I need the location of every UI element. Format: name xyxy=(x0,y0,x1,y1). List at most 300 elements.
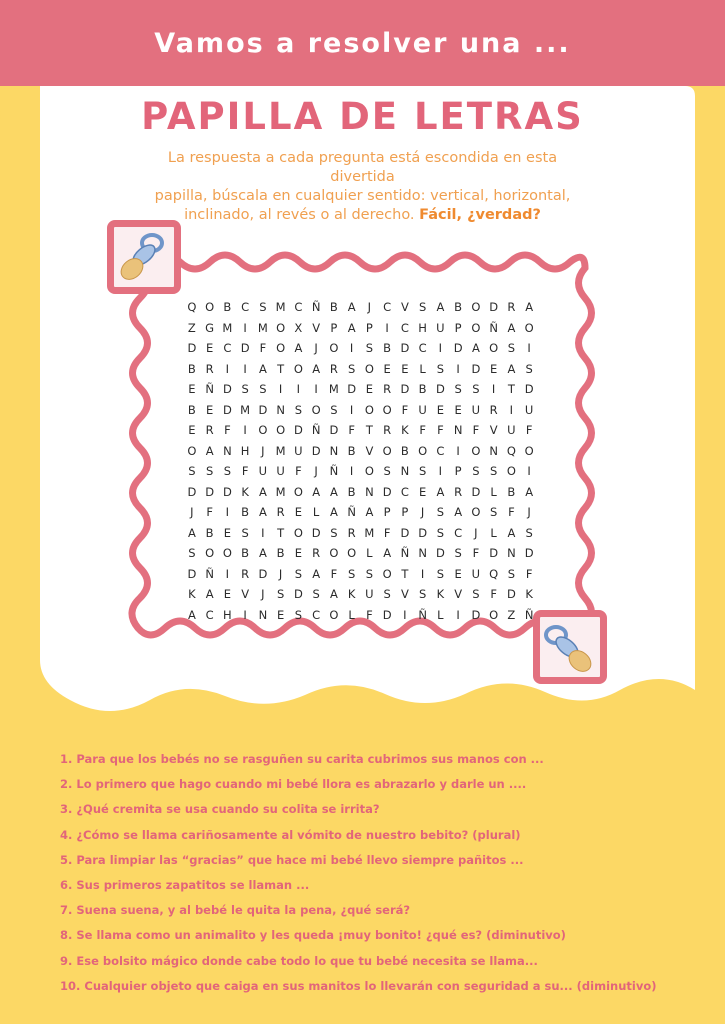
grid-letter[interactable]: R xyxy=(383,423,392,437)
grid-letter[interactable]: O xyxy=(489,341,499,355)
grid-letter[interactable]: A xyxy=(205,443,214,458)
grid-letter[interactable]: C xyxy=(400,320,409,335)
grid-letter[interactable]: L xyxy=(490,484,497,499)
grid-letter[interactable]: D xyxy=(400,525,410,540)
grid-letter[interactable]: I xyxy=(527,464,531,478)
grid-letter[interactable]: B xyxy=(383,341,392,355)
grid-letter[interactable]: I xyxy=(456,443,460,458)
grid-letter[interactable]: O xyxy=(471,505,481,519)
grid-letter[interactable]: N xyxy=(489,443,498,458)
grid-letter[interactable]: V xyxy=(489,423,498,437)
grid-letter[interactable]: A xyxy=(312,361,321,376)
grid-letter[interactable]: E xyxy=(205,402,214,417)
grid-letter[interactable]: A xyxy=(258,361,267,376)
grid-letter[interactable]: I xyxy=(243,423,247,437)
grid-letter[interactable]: C xyxy=(223,341,232,355)
grid-letter[interactable]: D xyxy=(258,566,268,581)
grid-letter[interactable]: F xyxy=(525,423,533,437)
grid-letter[interactable]: I xyxy=(243,607,247,622)
grid-letter[interactable]: A xyxy=(294,341,303,355)
grid-letter[interactable]: O xyxy=(471,300,481,314)
grid-letter[interactable]: C xyxy=(400,484,409,499)
grid-letter[interactable]: U xyxy=(258,464,268,478)
grid-letter[interactable]: A xyxy=(454,505,463,519)
grid-letter[interactable]: L xyxy=(312,505,320,519)
grid-letter[interactable]: T xyxy=(365,423,373,437)
grid-letter[interactable]: F xyxy=(348,423,355,437)
grid-letter[interactable]: O xyxy=(382,566,392,581)
grid-letter[interactable]: V xyxy=(365,443,374,458)
grid-letter[interactable]: S xyxy=(472,382,480,396)
grid-letter[interactable]: I xyxy=(243,320,247,335)
grid-letter[interactable]: B xyxy=(454,300,463,314)
grid-letter[interactable]: A xyxy=(471,341,480,355)
grid-letter[interactable]: A xyxy=(525,484,534,499)
grid-letter[interactable]: M xyxy=(240,402,251,417)
grid-letter[interactable]: F xyxy=(295,464,302,478)
grid-letter[interactable]: F xyxy=(383,525,391,540)
grid-letter[interactable]: I xyxy=(349,341,354,355)
grid-letter[interactable]: J xyxy=(190,505,194,519)
grid-letter[interactable]: R xyxy=(241,566,250,581)
grid-letter[interactable]: S xyxy=(241,382,249,396)
grid-letter[interactable]: S xyxy=(223,464,232,478)
grid-letter[interactable]: O xyxy=(293,525,303,540)
grid-letter[interactable]: U xyxy=(276,464,285,478)
grid-letter[interactable]: M xyxy=(328,382,339,396)
grid-letter[interactable]: D xyxy=(471,484,481,499)
grid-letter[interactable]: O xyxy=(276,423,286,437)
grid-letter[interactable]: A xyxy=(365,505,374,519)
grid-letter[interactable]: J xyxy=(278,566,283,581)
grid-letter[interactable]: I xyxy=(491,382,496,396)
grid-letter[interactable]: Ñ xyxy=(329,464,339,478)
grid-letter[interactable]: O xyxy=(329,546,339,560)
grid-letter[interactable]: S xyxy=(525,361,533,376)
grid-letter[interactable]: O xyxy=(418,443,428,458)
grid-letter[interactable]: S xyxy=(276,587,285,601)
grid-letter[interactable]: O xyxy=(471,443,481,458)
grid-letter[interactable]: S xyxy=(259,300,267,314)
grid-letter[interactable]: S xyxy=(205,464,214,478)
grid-letter[interactable]: D xyxy=(471,361,481,376)
grid-letter[interactable]: D xyxy=(524,546,534,560)
grid-letter[interactable]: R xyxy=(454,484,463,499)
grid-letter[interactable]: P xyxy=(383,505,391,519)
grid-letter[interactable]: T xyxy=(277,525,285,540)
grid-letter[interactable]: B xyxy=(347,443,356,458)
grid-letter[interactable]: D xyxy=(187,566,197,581)
grid-letter[interactable]: V xyxy=(400,300,409,314)
grid-letter[interactable]: A xyxy=(436,300,445,314)
grid-letter[interactable]: U xyxy=(365,587,374,601)
grid-letter[interactable]: D xyxy=(258,402,268,417)
grid-letter[interactable]: S xyxy=(188,464,196,478)
grid-letter[interactable]: Q xyxy=(506,443,516,458)
grid-letter[interactable]: C xyxy=(454,525,463,540)
grid-letter[interactable]: A xyxy=(383,546,392,560)
grid-letter[interactable]: R xyxy=(205,361,214,376)
grid-letter[interactable]: O xyxy=(382,443,392,458)
grid-letter[interactable]: P xyxy=(454,464,462,478)
grid-letter[interactable]: I xyxy=(349,464,354,478)
grid-letter[interactable]: S xyxy=(472,587,480,601)
grid-letter[interactable]: A xyxy=(436,484,445,499)
grid-letter[interactable]: F xyxy=(401,402,409,417)
grid-letter[interactable]: O xyxy=(187,443,197,458)
grid-letter[interactable]: O xyxy=(205,300,215,314)
grid-letter[interactable]: O xyxy=(382,402,392,417)
grid-letter[interactable]: U xyxy=(471,566,481,581)
grid-letter[interactable]: E xyxy=(205,341,214,355)
grid-letter[interactable]: T xyxy=(277,361,285,376)
grid-letter[interactable]: H xyxy=(418,320,427,335)
grid-letter[interactable]: A xyxy=(507,361,516,376)
grid-letter[interactable]: I xyxy=(527,341,531,355)
grid-letter[interactable]: S xyxy=(330,402,338,417)
grid-letter[interactable]: A xyxy=(187,525,196,540)
grid-letter[interactable]: V xyxy=(454,587,463,601)
grid-letter[interactable]: M xyxy=(222,320,233,335)
grid-letter[interactable]: N xyxy=(400,464,410,478)
grid-letter[interactable]: B xyxy=(276,546,285,560)
grid-letter[interactable]: I xyxy=(420,566,425,581)
grid-letter[interactable]: Q xyxy=(489,566,499,581)
grid-letter[interactable]: A xyxy=(258,546,267,560)
grid-letter[interactable]: K xyxy=(436,587,445,601)
grid-letter[interactable]: O xyxy=(347,546,357,560)
grid-letter[interactable]: U xyxy=(471,402,481,417)
grid-letter[interactable]: I xyxy=(456,361,460,376)
grid-letter[interactable]: S xyxy=(294,566,303,581)
grid-letter[interactable]: O xyxy=(524,320,534,335)
grid-letter[interactable]: A xyxy=(312,566,321,581)
grid-letter[interactable]: I xyxy=(261,525,265,540)
grid-letter[interactable]: P xyxy=(454,320,462,335)
grid-letter[interactable]: O xyxy=(364,402,374,417)
grid-letter[interactable]: F xyxy=(366,607,373,622)
grid-letter[interactable]: R xyxy=(329,361,338,376)
grid-letter[interactable]: D xyxy=(400,382,410,396)
grid-letter[interactable]: R xyxy=(489,402,498,417)
grid-letter[interactable]: D xyxy=(347,382,357,396)
grid-letter[interactable]: U xyxy=(524,402,534,417)
grid-letter[interactable]: D xyxy=(240,341,250,355)
grid-letter[interactable]: I xyxy=(243,361,247,376)
grid-letter[interactable]: H xyxy=(223,607,232,622)
grid-letter[interactable]: J xyxy=(314,341,318,355)
grid-letter[interactable]: S xyxy=(312,587,320,601)
grid-letter[interactable]: Ñ xyxy=(489,320,498,335)
grid-letter[interactable]: A xyxy=(258,484,267,499)
grid-letter[interactable]: K xyxy=(525,587,533,601)
grid-letter[interactable]: K xyxy=(188,587,196,601)
grid-letter[interactable]: B xyxy=(241,546,250,560)
grid-letter[interactable]: S xyxy=(507,566,516,581)
grid-letter[interactable]: S xyxy=(241,525,249,540)
grid-letter[interactable]: D xyxy=(222,402,232,417)
grid-letter[interactable]: E xyxy=(454,402,462,417)
grid-letter[interactable]: A xyxy=(347,300,356,314)
grid-letter[interactable]: D xyxy=(489,546,499,560)
grid-letter[interactable]: S xyxy=(294,402,303,417)
grid-letter[interactable]: D xyxy=(293,423,303,437)
grid-letter[interactable]: O xyxy=(471,320,481,335)
grid-letter[interactable]: J xyxy=(314,464,318,478)
grid-letter[interactable]: F xyxy=(259,341,267,355)
grid-letter[interactable]: D xyxy=(187,341,197,355)
grid-letter[interactable]: T xyxy=(507,382,515,396)
grid-letter[interactable]: C xyxy=(205,607,214,622)
grid-letter[interactable]: A xyxy=(187,607,196,622)
grid-letter[interactable]: V xyxy=(400,587,409,601)
grid-letter[interactable]: S xyxy=(436,566,445,581)
grid-letter[interactable]: P xyxy=(365,320,373,335)
grid-letter[interactable]: B xyxy=(418,382,427,396)
grid-letter[interactable]: O xyxy=(311,402,321,417)
grid-letter[interactable]: I xyxy=(225,505,230,519)
grid-letter[interactable]: A xyxy=(258,505,267,519)
grid-letter[interactable]: K xyxy=(347,587,356,601)
grid-letter[interactable]: A xyxy=(507,320,516,335)
grid-letter[interactable]: E xyxy=(436,402,445,417)
grid-letter[interactable]: S xyxy=(472,464,480,478)
grid-letter[interactable]: O xyxy=(506,464,516,478)
grid-letter[interactable]: N xyxy=(453,423,463,437)
grid-letter[interactable]: F xyxy=(508,505,515,519)
grid-letter[interactable]: D xyxy=(453,341,463,355)
grid-letter[interactable]: T xyxy=(401,566,409,581)
grid-letter[interactable]: O xyxy=(364,464,374,478)
grid-letter[interactable]: S xyxy=(454,382,462,396)
grid-letter[interactable]: S xyxy=(365,341,374,355)
grid-letter[interactable]: D xyxy=(524,382,534,396)
grid-letter[interactable]: F xyxy=(330,566,338,581)
grid-letter[interactable]: A xyxy=(347,320,356,335)
grid-letter[interactable]: I xyxy=(314,382,318,396)
grid-letter[interactable]: O xyxy=(364,361,374,376)
grid-letter[interactable]: C xyxy=(418,341,427,355)
grid-letter[interactable]: O xyxy=(329,341,339,355)
grid-letter[interactable]: B xyxy=(507,484,516,499)
grid-letter[interactable]: L xyxy=(348,607,355,622)
grid-letter[interactable]: B xyxy=(347,484,356,499)
grid-letter[interactable]: F xyxy=(419,423,426,437)
grid-letter[interactable]: C xyxy=(294,300,303,314)
grid-letter[interactable]: G xyxy=(205,320,215,335)
grid-letter[interactable]: D xyxy=(506,587,516,601)
grid-letter[interactable]: S xyxy=(418,300,427,314)
grid-letter[interactable]: I xyxy=(349,402,354,417)
grid-letter[interactable]: D xyxy=(187,484,197,499)
grid-letter[interactable]: E xyxy=(223,525,232,540)
grid-letter[interactable]: N xyxy=(223,443,232,458)
grid-letter[interactable]: K xyxy=(401,423,409,437)
grid-letter[interactable]: F xyxy=(241,464,249,478)
grid-letter[interactable]: S xyxy=(294,607,303,622)
grid-letter[interactable]: U xyxy=(418,402,427,417)
grid-letter[interactable]: U xyxy=(436,320,445,335)
grid-letter[interactable]: C xyxy=(241,300,250,314)
grid-letter[interactable]: B xyxy=(329,300,338,314)
grid-letter[interactable]: S xyxy=(436,525,445,540)
grid-letter[interactable]: S xyxy=(365,566,374,581)
grid-letter[interactable]: O xyxy=(489,607,499,622)
grid-letter[interactable]: P xyxy=(330,320,338,335)
grid-letter[interactable]: J xyxy=(527,505,531,519)
grid-letter[interactable]: Ñ xyxy=(400,546,410,560)
grid-letter[interactable]: R xyxy=(276,505,285,519)
grid-letter[interactable]: I xyxy=(438,464,443,478)
grid-letter[interactable]: S xyxy=(330,525,338,540)
grid-letter[interactable]: M xyxy=(275,300,286,314)
grid-letter[interactable]: E xyxy=(188,382,196,396)
grid-letter[interactable]: E xyxy=(294,505,303,519)
grid-letter[interactable]: E xyxy=(383,361,391,376)
grid-letter[interactable]: O xyxy=(276,320,286,335)
grid-letter[interactable]: F xyxy=(437,423,444,437)
grid-letter[interactable]: D xyxy=(435,382,445,396)
grid-letter[interactable]: I xyxy=(296,382,301,396)
grid-letter[interactable]: X xyxy=(294,320,303,335)
grid-letter[interactable]: D xyxy=(293,587,303,601)
grid-letter[interactable]: O xyxy=(293,361,303,376)
grid-letter[interactable]: D xyxy=(205,484,215,499)
grid-letter[interactable]: O xyxy=(276,341,286,355)
grid-letter[interactable]: S xyxy=(383,587,391,601)
grid-letter[interactable]: N xyxy=(507,546,516,560)
grid-letter[interactable]: F xyxy=(206,505,213,519)
grid-letter[interactable]: R xyxy=(312,546,321,560)
grid-letter[interactable]: R xyxy=(205,423,214,437)
grid-letter[interactable]: N xyxy=(276,402,285,417)
grid-letter[interactable]: C xyxy=(312,607,321,622)
grid-letter[interactable]: E xyxy=(294,546,303,560)
grid-letter[interactable]: Ñ xyxy=(311,423,321,437)
grid-letter[interactable]: V xyxy=(312,320,321,335)
grid-letter[interactable]: E xyxy=(489,361,498,376)
grid-letter[interactable]: A xyxy=(205,587,214,601)
grid-letter[interactable]: O xyxy=(524,443,534,458)
grid-letter[interactable]: L xyxy=(366,546,373,560)
grid-letter[interactable]: F xyxy=(472,546,480,560)
grid-letter[interactable]: I xyxy=(225,361,230,376)
grid-letter[interactable]: D xyxy=(222,382,232,396)
grid-letter[interactable]: Ñ xyxy=(347,505,356,519)
grid-letter[interactable]: O xyxy=(205,546,215,560)
grid-letter[interactable]: D xyxy=(435,546,445,560)
grid-letter[interactable]: R xyxy=(507,300,516,314)
grid-letter[interactable]: Ñ xyxy=(418,607,427,622)
grid-letter[interactable]: I xyxy=(509,402,514,417)
grid-letter[interactable]: S xyxy=(489,464,498,478)
grid-letter[interactable]: Ñ xyxy=(311,300,321,314)
grid-letter[interactable]: A xyxy=(329,484,338,499)
grid-letter[interactable]: F xyxy=(472,423,480,437)
grid-letter[interactable]: N xyxy=(258,607,268,622)
grid-letter[interactable]: I xyxy=(278,382,283,396)
grid-letter[interactable]: K xyxy=(241,484,249,499)
grid-letter[interactable]: L xyxy=(419,361,426,376)
grid-letter[interactable]: S xyxy=(454,546,462,560)
grid-letter[interactable]: S xyxy=(418,587,427,601)
grid-letter[interactable]: O xyxy=(293,484,303,499)
grid-letter[interactable]: P xyxy=(401,505,409,519)
grid-letter[interactable]: S xyxy=(259,382,267,396)
grid-letter[interactable]: E xyxy=(223,587,232,601)
grid-letter[interactable]: S xyxy=(347,361,356,376)
grid-letter[interactable]: U xyxy=(294,443,303,458)
grid-letter[interactable]: F xyxy=(224,423,231,437)
grid-letter[interactable]: S xyxy=(436,361,445,376)
grid-letter[interactable]: E xyxy=(418,484,427,499)
grid-letter[interactable]: M xyxy=(257,320,268,335)
grid-letter[interactable]: C xyxy=(383,300,392,314)
grid-letter[interactable]: S xyxy=(347,566,356,581)
grid-letter[interactable]: I xyxy=(225,566,230,581)
grid-letter[interactable]: D xyxy=(382,484,392,499)
grid-letter[interactable]: B xyxy=(187,402,196,417)
grid-letter[interactable]: I xyxy=(403,607,407,622)
grid-letter[interactable]: F xyxy=(525,566,533,581)
grid-letter[interactable]: M xyxy=(275,484,286,499)
grid-letter[interactable]: S xyxy=(436,505,445,519)
grid-letter[interactable]: A xyxy=(329,587,338,601)
grid-letter[interactable]: J xyxy=(474,525,478,540)
grid-letter[interactable]: M xyxy=(275,443,286,458)
grid-letter[interactable]: S xyxy=(525,525,533,540)
grid-letter[interactable]: S xyxy=(507,341,516,355)
grid-letter[interactable]: B xyxy=(400,443,409,458)
grid-letter[interactable]: L xyxy=(437,607,444,622)
grid-letter[interactable]: Ñ xyxy=(205,566,214,581)
grid-letter[interactable]: A xyxy=(525,300,534,314)
grid-letter[interactable]: F xyxy=(490,587,497,601)
grid-letter[interactable]: J xyxy=(420,505,425,519)
grid-letter[interactable]: D xyxy=(311,443,321,458)
grid-letter[interactable]: E xyxy=(365,382,374,396)
grid-letter[interactable]: D xyxy=(329,423,339,437)
grid-letter[interactable]: I xyxy=(456,607,460,622)
grid-letter[interactable]: D xyxy=(311,525,321,540)
grid-letter[interactable]: R xyxy=(347,525,356,540)
grid-letter[interactable]: H xyxy=(240,443,250,458)
grid-letter[interactable]: J xyxy=(261,587,265,601)
grid-letter[interactable]: M xyxy=(364,525,375,540)
grid-letter[interactable]: I xyxy=(438,341,443,355)
grid-letter[interactable]: J xyxy=(367,300,372,314)
grid-letter[interactable]: D xyxy=(489,300,499,314)
grid-letter[interactable]: B xyxy=(205,525,214,540)
grid-letter[interactable]: O xyxy=(222,546,232,560)
grid-letter[interactable]: A xyxy=(507,525,516,540)
grid-letter[interactable]: A xyxy=(329,505,338,519)
grid-letter[interactable]: S xyxy=(489,505,498,519)
grid-letter[interactable]: D xyxy=(400,341,410,355)
grid-letter[interactable]: C xyxy=(436,443,445,458)
grid-letter[interactable]: N xyxy=(329,443,339,458)
grid-letter[interactable]: J xyxy=(261,443,265,458)
grid-letter[interactable]: I xyxy=(385,320,389,335)
grid-letter[interactable]: L xyxy=(490,525,497,540)
grid-letter[interactable]: E xyxy=(188,423,196,437)
grid-letter[interactable]: V xyxy=(241,587,250,601)
grid-letter[interactable]: B xyxy=(187,361,196,376)
grid-letter[interactable]: D xyxy=(382,607,392,622)
grid-letter[interactable]: B xyxy=(241,505,250,519)
grid-letter[interactable]: N xyxy=(365,484,374,499)
grid-letter[interactable]: B xyxy=(223,300,232,314)
